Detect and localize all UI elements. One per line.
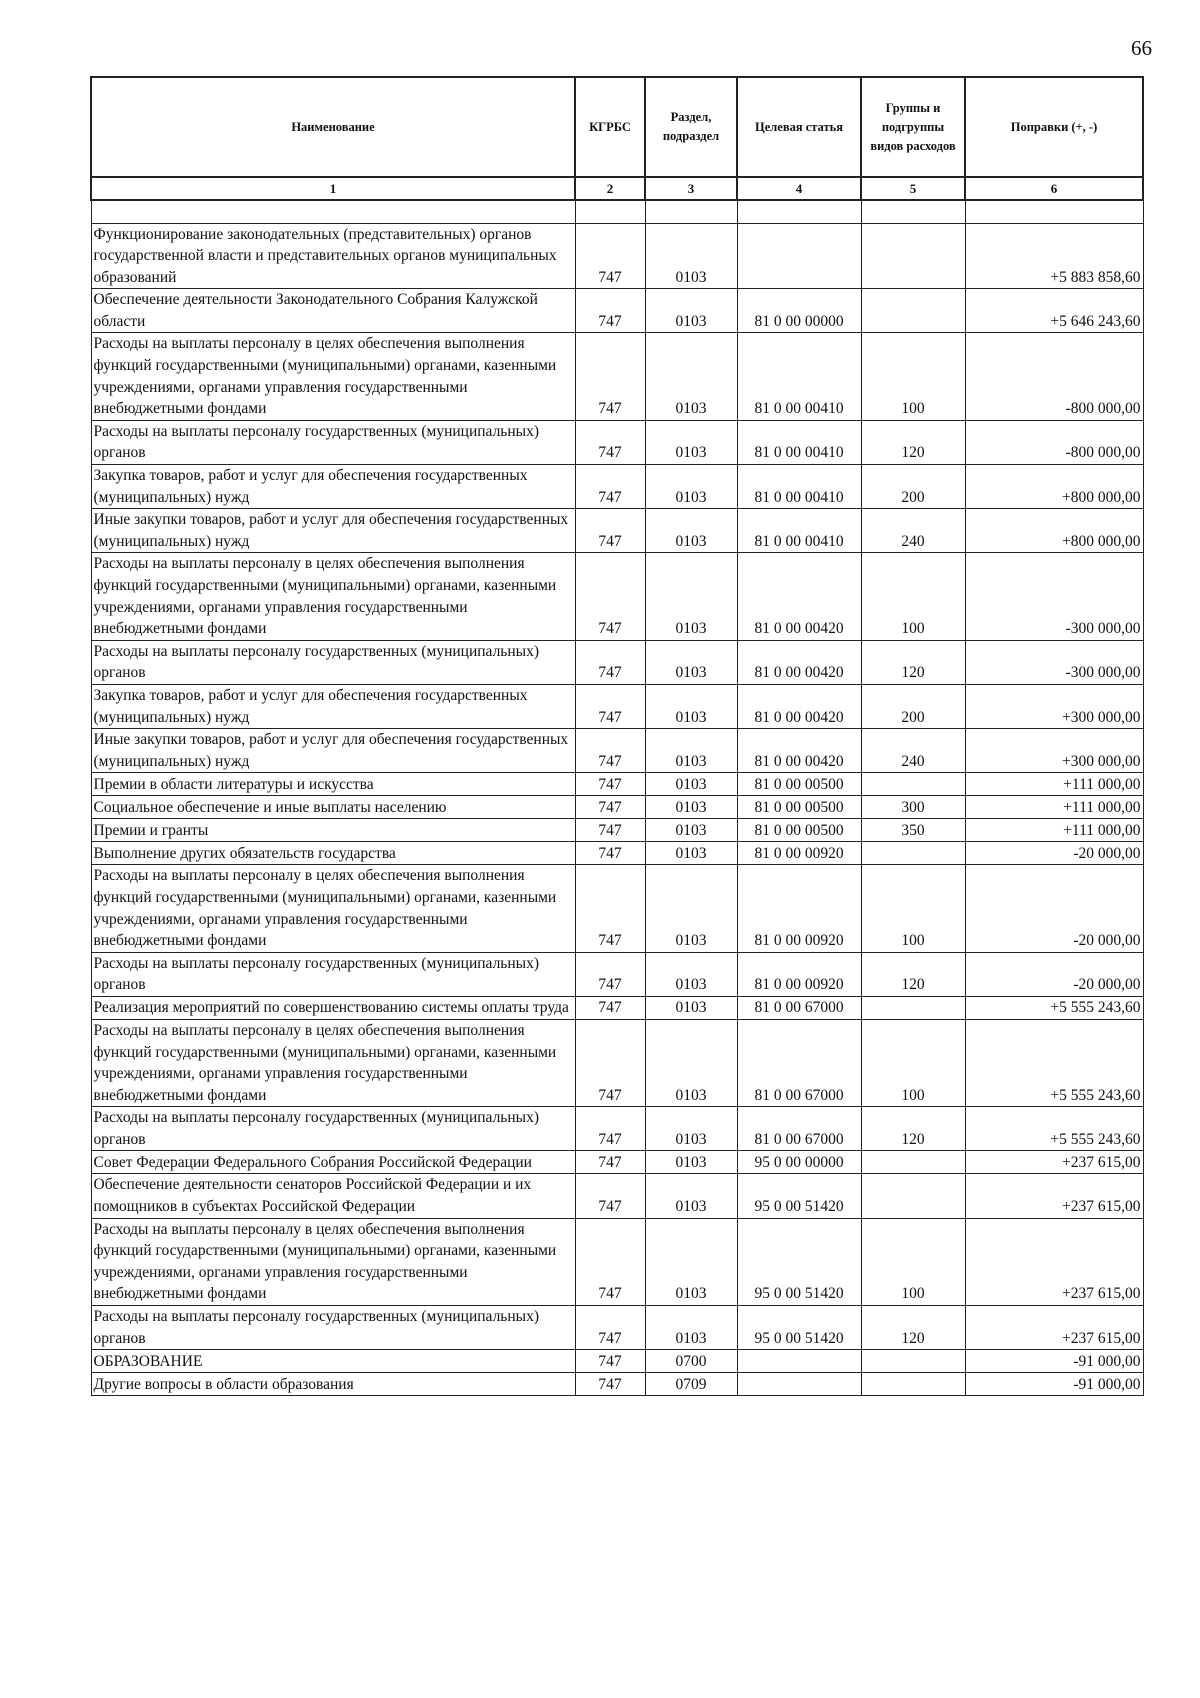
row-kgrbs-cell: 747 (575, 1174, 645, 1218)
row-amount-cell: -800 000,00 (965, 333, 1143, 420)
row-name-cell: Совет Федерации Федерального Собрания Российской Федерации (91, 1151, 575, 1174)
table-row (91, 996, 1143, 1019)
table-row (91, 773, 1143, 796)
row-amount-cell: +111 000,00 (965, 773, 1143, 796)
row-name-cell: Расходы на выплаты персоналу в целях обеспечения выполнения функций государственными (муниципальными) органами, казенными учреждениями, органами управления государственными внебюджетными фондами (91, 553, 575, 640)
row-group-cell: 100 (861, 1019, 965, 1106)
row-name-cell: Расходы на выплаты персоналу в целях обеспечения выполнения функций государственными (муниципальными) органами, казенными учреждениями, органами управления государственными внебюджетными фондами (91, 1019, 575, 1106)
table-row (91, 796, 1143, 819)
row-target-cell: 81 0 00 00920 (737, 865, 861, 952)
row-kgrbs-cell: 747 (575, 1218, 645, 1305)
table-row (91, 1151, 1143, 1174)
row-section-cell: 0103 (645, 865, 737, 952)
table-row (91, 684, 1143, 728)
column-number: 5 (861, 177, 965, 200)
row-name-cell: Выполнение других обязательств государства (91, 842, 575, 865)
row-group-cell (861, 1151, 965, 1174)
table-row (91, 729, 1143, 773)
row-name-cell: Социальное обеспечение и иные выплаты населению (91, 796, 575, 819)
row-section-cell: 0103 (645, 640, 737, 684)
row-section-cell: 0103 (645, 1306, 737, 1350)
row-section-cell: 0103 (645, 684, 737, 728)
row-kgrbs-cell: 747 (575, 223, 645, 289)
row-section-cell: 0103 (645, 553, 737, 640)
table-row (91, 1373, 1143, 1396)
table-spacer-row (91, 200, 1143, 223)
row-group-cell (861, 773, 965, 796)
row-kgrbs-cell: 747 (575, 842, 645, 865)
row-section-cell: 0103 (645, 773, 737, 796)
row-kgrbs-cell: 747 (575, 773, 645, 796)
row-name-cell: Обеспечение деятельности Законодательного Собрания Калужской области (91, 289, 575, 333)
row-target-cell: 81 0 00 00500 (737, 819, 861, 842)
row-target-cell: 81 0 00 00500 (737, 773, 861, 796)
row-name-cell: Расходы на выплаты персоналу государственных (муниципальных) органов (91, 640, 575, 684)
row-group-cell (861, 996, 965, 1019)
table-row (91, 1306, 1143, 1350)
row-kgrbs-cell: 747 (575, 684, 645, 728)
table-row (91, 1218, 1143, 1305)
row-kgrbs-cell: 747 (575, 1151, 645, 1174)
row-section-cell: 0103 (645, 509, 737, 553)
row-target-cell (737, 223, 861, 289)
row-group-cell (861, 1373, 965, 1396)
row-section-cell: 0103 (645, 1151, 737, 1174)
row-amount-cell: +111 000,00 (965, 819, 1143, 842)
header-kgrbs: КГРБС (575, 77, 645, 177)
row-group-cell (861, 1174, 965, 1218)
column-number: 3 (645, 177, 737, 200)
row-group-cell: 120 (861, 420, 965, 464)
row-group-cell: 100 (861, 1218, 965, 1305)
row-group-cell: 100 (861, 333, 965, 420)
row-name-cell: Расходы на выплаты персоналу государственных (муниципальных) органов (91, 1107, 575, 1151)
header-target-article: Целевая статья (737, 77, 861, 177)
row-section-cell: 0103 (645, 1218, 737, 1305)
row-kgrbs-cell: 747 (575, 1373, 645, 1396)
row-target-cell: 81 0 00 00420 (737, 729, 861, 773)
row-amount-cell: +5 883 858,60 (965, 223, 1143, 289)
row-name-cell: ОБРАЗОВАНИЕ (91, 1350, 575, 1373)
table-row (91, 289, 1143, 333)
row-name-cell: Иные закупки товаров, работ и услуг для обеспечения государственных (муниципальных) нужд (91, 509, 575, 553)
row-group-cell: 300 (861, 796, 965, 819)
row-target-cell (737, 1373, 861, 1396)
row-section-cell: 0103 (645, 796, 737, 819)
row-kgrbs-cell: 747 (575, 819, 645, 842)
row-kgrbs-cell: 747 (575, 333, 645, 420)
row-section-cell: 0103 (645, 223, 737, 289)
row-amount-cell: -20 000,00 (965, 842, 1143, 865)
row-target-cell: 81 0 00 00420 (737, 684, 861, 728)
table-row (91, 553, 1143, 640)
table-body (91, 200, 1143, 1396)
row-kgrbs-cell: 747 (575, 640, 645, 684)
row-amount-cell: +800 000,00 (965, 509, 1143, 553)
row-target-cell: 81 0 00 67000 (737, 996, 861, 1019)
row-amount-cell: -20 000,00 (965, 952, 1143, 996)
row-group-cell: 240 (861, 729, 965, 773)
row-amount-cell: -91 000,00 (965, 1373, 1143, 1396)
header-expense-group: Группы и подгруппы видов расходов (861, 77, 965, 177)
table-row (91, 952, 1143, 996)
row-kgrbs-cell: 747 (575, 796, 645, 819)
row-kgrbs-cell: 747 (575, 1107, 645, 1151)
row-kgrbs-cell: 747 (575, 420, 645, 464)
row-target-cell: 95 0 00 51420 (737, 1174, 861, 1218)
row-kgrbs-cell: 747 (575, 1019, 645, 1106)
row-group-cell: 120 (861, 952, 965, 996)
row-kgrbs-cell: 747 (575, 996, 645, 1019)
row-group-cell: 350 (861, 819, 965, 842)
row-name-cell: Иные закупки товаров, работ и услуг для обеспечения государственных (муниципальных) нужд (91, 729, 575, 773)
row-amount-cell: +5 646 243,60 (965, 289, 1143, 333)
row-kgrbs-cell: 747 (575, 553, 645, 640)
row-name-cell: Функционирование законодательных (представительных) органов государственной власти и представительных органов муниципальных образований (91, 223, 575, 289)
table-row (91, 223, 1143, 289)
row-section-cell: 0103 (645, 996, 737, 1019)
page-number: 66 (1131, 36, 1152, 60)
row-amount-cell: -300 000,00 (965, 553, 1143, 640)
table-row (91, 333, 1143, 420)
header-name: Наименование (91, 77, 575, 177)
row-name-cell: Обеспечение деятельности сенаторов Российской Федерации и их помощников в субъектах Российской Федерации (91, 1174, 575, 1218)
row-kgrbs-cell: 747 (575, 1306, 645, 1350)
row-kgrbs-cell: 747 (575, 1350, 645, 1373)
row-amount-cell: +5 555 243,60 (965, 1107, 1143, 1151)
row-amount-cell: +5 555 243,60 (965, 1019, 1143, 1106)
row-name-cell: Закупка товаров, работ и услуг для обеспечения государственных (муниципальных) нужд (91, 465, 575, 509)
column-number: 4 (737, 177, 861, 200)
row-group-cell (861, 223, 965, 289)
row-amount-cell: +5 555 243,60 (965, 996, 1143, 1019)
row-amount-cell: +237 615,00 (965, 1218, 1143, 1305)
row-target-cell: 81 0 00 00420 (737, 640, 861, 684)
row-section-cell: 0103 (645, 333, 737, 420)
row-amount-cell: +237 615,00 (965, 1151, 1143, 1174)
row-amount-cell: +237 615,00 (965, 1174, 1143, 1218)
row-group-cell (861, 289, 965, 333)
row-amount-cell: +237 615,00 (965, 1306, 1143, 1350)
row-target-cell: 81 0 00 00410 (737, 465, 861, 509)
table-row (91, 509, 1143, 553)
table-row (91, 465, 1143, 509)
row-group-cell: 100 (861, 865, 965, 952)
table-row (91, 1174, 1143, 1218)
row-amount-cell: -91 000,00 (965, 1350, 1143, 1373)
table-row (91, 865, 1143, 952)
row-kgrbs-cell: 747 (575, 509, 645, 553)
row-section-cell: 0700 (645, 1350, 737, 1373)
table-row (91, 1350, 1143, 1373)
row-group-cell: 200 (861, 465, 965, 509)
row-target-cell: 95 0 00 00000 (737, 1151, 861, 1174)
row-group-cell: 200 (861, 684, 965, 728)
row-section-cell: 0103 (645, 289, 737, 333)
table-row (91, 420, 1143, 464)
header-section: Раздел, подраздел (645, 77, 737, 177)
header-amendments: Поправки (+, -) (965, 77, 1143, 177)
row-name-cell: Другие вопросы в области образования (91, 1373, 575, 1396)
row-name-cell: Премии и гранты (91, 819, 575, 842)
table-column-numbers-row (91, 177, 1143, 200)
row-group-cell (861, 1350, 965, 1373)
row-target-cell: 81 0 00 00410 (737, 333, 861, 420)
table-row (91, 1107, 1143, 1151)
row-target-cell: 81 0 00 00000 (737, 289, 861, 333)
row-name-cell: Расходы на выплаты персоналу государственных (муниципальных) органов (91, 420, 575, 464)
row-target-cell: 81 0 00 00420 (737, 553, 861, 640)
row-name-cell: Расходы на выплаты персоналу в целях обеспечения выполнения функций государственными (муниципальными) органами, казенными учреждениями, органами управления государственными внебюджетными фондами (91, 1218, 575, 1305)
row-amount-cell: -300 000,00 (965, 640, 1143, 684)
column-number: 6 (965, 177, 1143, 200)
row-kgrbs-cell: 747 (575, 729, 645, 773)
row-name-cell: Премии в области литературы и искусства (91, 773, 575, 796)
row-target-cell: 95 0 00 51420 (737, 1306, 861, 1350)
row-group-cell: 240 (861, 509, 965, 553)
row-section-cell: 0103 (645, 1019, 737, 1106)
row-section-cell: 0103 (645, 1107, 737, 1151)
row-target-cell: 81 0 00 00920 (737, 952, 861, 996)
row-kgrbs-cell: 747 (575, 865, 645, 952)
table-row (91, 842, 1143, 865)
row-target-cell: 81 0 00 00500 (737, 796, 861, 819)
row-section-cell: 0103 (645, 819, 737, 842)
budget-amendments-table (90, 76, 1144, 1396)
row-name-cell: Расходы на выплаты персоналу государственных (муниципальных) органов (91, 1306, 575, 1350)
row-name-cell: Расходы на выплаты персоналу в целях обеспечения выполнения функций государственными (муниципальными) органами, казенными учреждениями, органами управления государственными внебюджетными фондами (91, 333, 575, 420)
table-row (91, 819, 1143, 842)
row-section-cell: 0103 (645, 420, 737, 464)
row-amount-cell: -20 000,00 (965, 865, 1143, 952)
row-section-cell: 0103 (645, 1174, 737, 1218)
row-target-cell: 95 0 00 51420 (737, 1218, 861, 1305)
row-group-cell (861, 842, 965, 865)
row-target-cell: 81 0 00 00410 (737, 509, 861, 553)
row-section-cell: 0709 (645, 1373, 737, 1396)
row-target-cell (737, 1350, 861, 1373)
row-amount-cell: +300 000,00 (965, 684, 1143, 728)
row-amount-cell: +300 000,00 (965, 729, 1143, 773)
row-section-cell: 0103 (645, 729, 737, 773)
row-group-cell: 120 (861, 1306, 965, 1350)
column-number: 1 (91, 177, 575, 200)
row-kgrbs-cell: 747 (575, 952, 645, 996)
row-amount-cell: +800 000,00 (965, 465, 1143, 509)
table-row (91, 640, 1143, 684)
table-row (91, 1019, 1143, 1106)
table-header-row (91, 77, 1143, 177)
column-number: 2 (575, 177, 645, 200)
row-name-cell: Расходы на выплаты персоналу государственных (муниципальных) органов (91, 952, 575, 996)
row-target-cell: 81 0 00 67000 (737, 1107, 861, 1151)
row-name-cell: Расходы на выплаты персоналу в целях обеспечения выполнения функций государственными (муниципальными) органами, казенными учреждениями, органами управления государственными внебюджетными фондами (91, 865, 575, 952)
row-target-cell: 81 0 00 00410 (737, 420, 861, 464)
row-group-cell: 120 (861, 1107, 965, 1151)
row-name-cell: Реализация мероприятий по совершенствованию системы оплаты труда (91, 996, 575, 1019)
row-name-cell: Закупка товаров, работ и услуг для обеспечения государственных (муниципальных) нужд (91, 684, 575, 728)
row-target-cell: 81 0 00 67000 (737, 1019, 861, 1106)
row-group-cell: 120 (861, 640, 965, 684)
row-amount-cell: -800 000,00 (965, 420, 1143, 464)
row-kgrbs-cell: 747 (575, 289, 645, 333)
row-target-cell: 81 0 00 00920 (737, 842, 861, 865)
row-section-cell: 0103 (645, 842, 737, 865)
row-section-cell: 0103 (645, 952, 737, 996)
row-amount-cell: +111 000,00 (965, 796, 1143, 819)
row-kgrbs-cell: 747 (575, 465, 645, 509)
row-group-cell: 100 (861, 553, 965, 640)
row-section-cell: 0103 (645, 465, 737, 509)
